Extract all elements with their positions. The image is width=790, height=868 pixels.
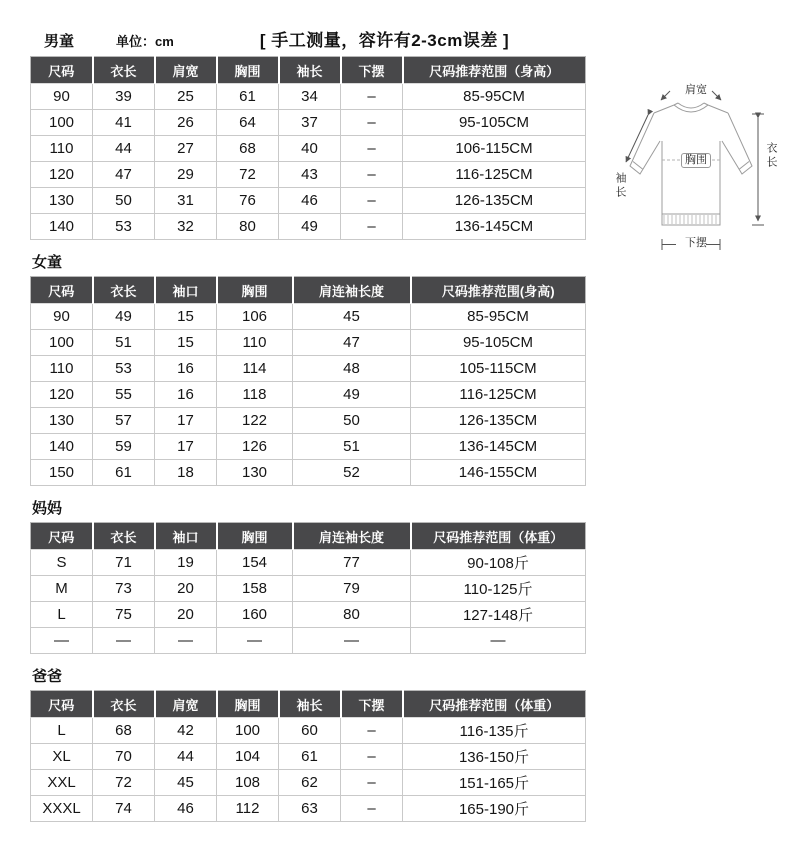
cell: S [31,550,93,576]
cell: 51 [93,330,155,356]
cell: 52 [293,460,411,486]
table-row [31,214,586,240]
table-row [31,382,586,408]
cell: 60 [279,718,341,744]
column-header: 尺码推荐范围(身高) [411,277,586,304]
table-row [31,718,586,744]
table-row [31,136,586,162]
cell: 136-145CM [403,214,586,240]
cell: 130 [31,408,93,434]
cell: 77 [293,550,411,576]
cell: 26 [155,110,217,136]
cell: 41 [93,110,155,136]
section-title-dad: 爸爸 [32,668,63,685]
cell: 106 [217,304,293,330]
cell: 46 [279,188,341,214]
cell: 116-135斤 [403,718,586,744]
cell: 127-148斤 [411,602,586,628]
header-row [31,523,586,550]
table-row [31,110,586,136]
table-row [31,770,586,796]
hem-label: 下摆 [685,237,707,249]
cell: XL [31,744,93,770]
cell: 160 [217,602,293,628]
cell: 110 [31,136,93,162]
column-header: 胸围 [217,57,279,84]
cell: 79 [293,576,411,602]
cell: 20 [155,602,217,628]
table-row [31,434,586,460]
cell: 59 [93,434,155,460]
cell: 44 [93,136,155,162]
cell: 140 [31,214,93,240]
cell: 49 [93,304,155,330]
column-header: 袖长 [279,691,341,718]
cell: 76 [217,188,279,214]
cell: 53 [93,356,155,382]
cell: 116-125CM [403,162,586,188]
unit-label: 单位：cm [116,34,174,49]
cell: 154 [217,550,293,576]
measurement-note: [ 手工测量，容许有2-3cm误差 ] [259,31,510,50]
cell: 34 [279,84,341,110]
cell: 90-108斤 [411,550,586,576]
cell: 80 [293,602,411,628]
table-row [31,602,586,628]
column-header: 胸围 [217,691,279,718]
cell: 110 [31,356,93,382]
column-header: 尺码 [31,57,93,84]
column-header: 尺码 [31,691,93,718]
cell: 61 [217,84,279,110]
cell: 95-105CM [411,330,586,356]
cell: 136-145CM [411,434,586,460]
cell: M [31,576,93,602]
cell: 71 [93,550,155,576]
cell: — [411,628,586,654]
cell: 40 [279,136,341,162]
girls-size-table [30,276,586,486]
table-row [31,408,586,434]
cell: 105-115CM [411,356,586,382]
table-row [31,576,586,602]
cell: – [341,188,403,214]
cell: 136-150斤 [403,744,586,770]
column-header: 袖口 [155,277,217,304]
cell: 106-115CM [403,136,586,162]
cell: – [341,214,403,240]
cell: 31 [155,188,217,214]
cell: 15 [155,330,217,356]
cell: 49 [293,382,411,408]
cell: 37 [279,110,341,136]
cell: 16 [155,356,217,382]
cell: 18 [155,460,217,486]
cell: 100 [31,110,93,136]
header-row [31,57,586,84]
garment-length-label: 衣长 [765,142,777,170]
cell: 61 [279,744,341,770]
cell: 51 [293,434,411,460]
cell: 17 [155,434,217,460]
column-header: 胸围 [217,523,293,550]
cell: 110-125斤 [411,576,586,602]
cell: 74 [93,796,155,822]
cell: 100 [217,718,279,744]
table-row [31,162,586,188]
table-row [31,744,586,770]
cell: 95-105CM [403,110,586,136]
cell: 68 [93,718,155,744]
cell: – [341,718,403,744]
cell: 150 [31,460,93,486]
cell: 151-165斤 [403,770,586,796]
column-header: 胸围 [217,277,293,304]
cell: 85-95CM [403,84,586,110]
cell: 90 [31,304,93,330]
cell: 43 [279,162,341,188]
cell: 118 [217,382,293,408]
cell: 120 [31,382,93,408]
garment-outline-svg [612,84,780,256]
cell: 48 [293,356,411,382]
cell: 16 [155,382,217,408]
column-header: 尺码推荐范围（体重） [403,691,586,718]
header-bar [30,26,790,50]
column-header: 肩连袖长度 [293,277,411,304]
cell: 46 [155,796,217,822]
cell: 165-190斤 [403,796,586,822]
cell: 17 [155,408,217,434]
dad-size-table [30,690,586,822]
cell: 70 [93,744,155,770]
cell: 39 [93,84,155,110]
cell: L [31,718,93,744]
table-row [31,330,586,356]
cell: 19 [155,550,217,576]
cell: 146-155CM [411,460,586,486]
column-header: 尺码推荐范围（体重） [411,523,586,550]
header-row [31,691,586,718]
cell: 45 [155,770,217,796]
cell: 126-135CM [403,188,586,214]
cell: 15 [155,304,217,330]
garment-measurement-diagram [612,84,780,256]
table-row [31,796,586,822]
cell: 29 [155,162,217,188]
mom-size-table [30,522,586,654]
column-header: 衣长 [93,57,155,84]
cell: 63 [279,796,341,822]
sleeve-length-label: 袖长 [614,172,626,200]
cell: 140 [31,434,93,460]
cell: XXL [31,770,93,796]
cell: – [341,796,403,822]
cell: 42 [155,718,217,744]
cell: 120 [31,162,93,188]
column-header: 衣长 [93,523,155,550]
table-row [31,188,586,214]
table-row [31,460,586,486]
column-header: 衣长 [93,691,155,718]
cell: 108 [217,770,279,796]
cell: 130 [31,188,93,214]
cell: 50 [293,408,411,434]
cell: – [341,84,403,110]
cell: — [217,628,293,654]
cell: 112 [217,796,279,822]
cell: 20 [155,576,217,602]
cell: 57 [93,408,155,434]
shoulder-width-label: 肩宽 [685,84,707,96]
cell: – [341,110,403,136]
column-header: 肩连袖长度 [293,523,411,550]
cell: 122 [217,408,293,434]
table-row [31,550,586,576]
cell: 32 [155,214,217,240]
cell: 64 [217,110,279,136]
column-header: 袖口 [155,523,217,550]
column-header: 尺码 [31,523,93,550]
cell: 27 [155,136,217,162]
cell: 158 [217,576,293,602]
cell: 130 [217,460,293,486]
cell: L [31,602,93,628]
cell: – [341,744,403,770]
cell: 62 [279,770,341,796]
column-header: 下摆 [341,57,403,84]
column-header: 肩宽 [155,57,217,84]
section-title-girls: 女童 [32,254,63,271]
cell: 47 [293,330,411,356]
cell: 110 [217,330,293,356]
cell: 25 [155,84,217,110]
cell: — [93,628,155,654]
cell: 72 [93,770,155,796]
cell: 85-95CM [411,304,586,330]
column-header: 尺码推荐范围（身高） [403,57,586,84]
table-row [31,304,586,330]
cell: – [341,770,403,796]
cell: 53 [93,214,155,240]
cell: 47 [93,162,155,188]
cell: – [341,162,403,188]
cell: 100 [31,330,93,356]
cell: – [341,136,403,162]
cell: 72 [217,162,279,188]
cell: — [293,628,411,654]
cell: 44 [155,744,217,770]
table-row [31,628,586,654]
cell: 90 [31,84,93,110]
cell: 45 [293,304,411,330]
column-header: 衣长 [93,277,155,304]
cell: 61 [93,460,155,486]
cell: 116-125CM [411,382,586,408]
cell: 49 [279,214,341,240]
cell: 50 [93,188,155,214]
cell: 126 [217,434,293,460]
cell: — [31,628,93,654]
cell: — [155,628,217,654]
cell: 68 [217,136,279,162]
cell: 80 [217,214,279,240]
cell: 55 [93,382,155,408]
column-header: 肩宽 [155,691,217,718]
column-header: 下摆 [341,691,403,718]
cell: 104 [217,744,279,770]
cell: 75 [93,602,155,628]
boys-size-table [30,56,586,240]
header-row [31,277,586,304]
cell: 126-135CM [411,408,586,434]
table-row [31,356,586,382]
column-header: 袖长 [279,57,341,84]
cell: 73 [93,576,155,602]
table-row [31,84,586,110]
section-title-mom: 妈妈 [32,500,63,517]
section-title-boys: 男童 [44,33,75,50]
cell: XXXL [31,796,93,822]
cell: 114 [217,356,293,382]
column-header: 尺码 [31,277,93,304]
chest-label: 胸围 [681,153,711,168]
